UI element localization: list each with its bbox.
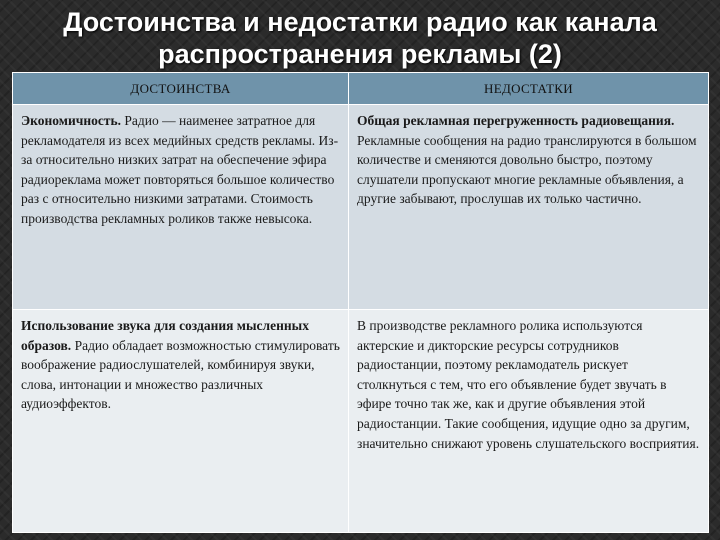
advantage-text: Радио — наименее затратное для рекламодателя из всех медийных средств рекламы. Из-за относительно низких затрат на обеспечение эфира радиореклама может повторяться большое количество раз с относительно низкими затратами. Стоимость производства рекламных роликов также невысока. [21, 113, 339, 226]
table-row [13, 105, 709, 310]
advantage-text: Радио обладает возможностью стимулировать воображение радиослушателей, комбинируя звуки, слова, интонации и множество различных аудиоэффектов. [21, 337, 340, 412]
header-disadvantages: НЕДОСТАТКИ [349, 73, 709, 105]
disadvantage-cell [349, 105, 709, 310]
disadvantage-text: В производстве рекламного ролика используются актерские и дикторские ресурсы сотрудников радиостанции, поэтому рекламодатель рискует столкнуться с тем, что его объявление будет звучать в эфире точно так же, как и другие объявления этой радиостанции. Такие сообщения, идущие одно за другим, значительно снижают уровень слушательского восприятия. [357, 318, 700, 451]
advantage-heading: Экономичность. [21, 113, 122, 128]
table-row [13, 310, 709, 533]
table-header-row [13, 73, 709, 105]
advantage-heading: Использование звука для создания мысленных образов. [21, 318, 309, 353]
advantage-cell [13, 310, 349, 533]
header-advantages: ДОСТОИНСТВА [13, 73, 349, 105]
comparison-table [12, 72, 709, 533]
disadvantage-text: Рекламные сообщения на радио транслируются в большом количестве и сменяются довольно быстро, поэтому слушатели пропускают многие рекламные объявления, а другие забывают, прослушав их только частично. [357, 132, 697, 207]
disadvantage-cell [349, 310, 709, 533]
advantage-cell [13, 105, 349, 310]
disadvantage-heading: Общая рекламная перегруженность радиовещания. [357, 113, 675, 128]
slide-title: Достоинства и недостатки радио как канала распространения рекламы (2) [63, 7, 657, 69]
